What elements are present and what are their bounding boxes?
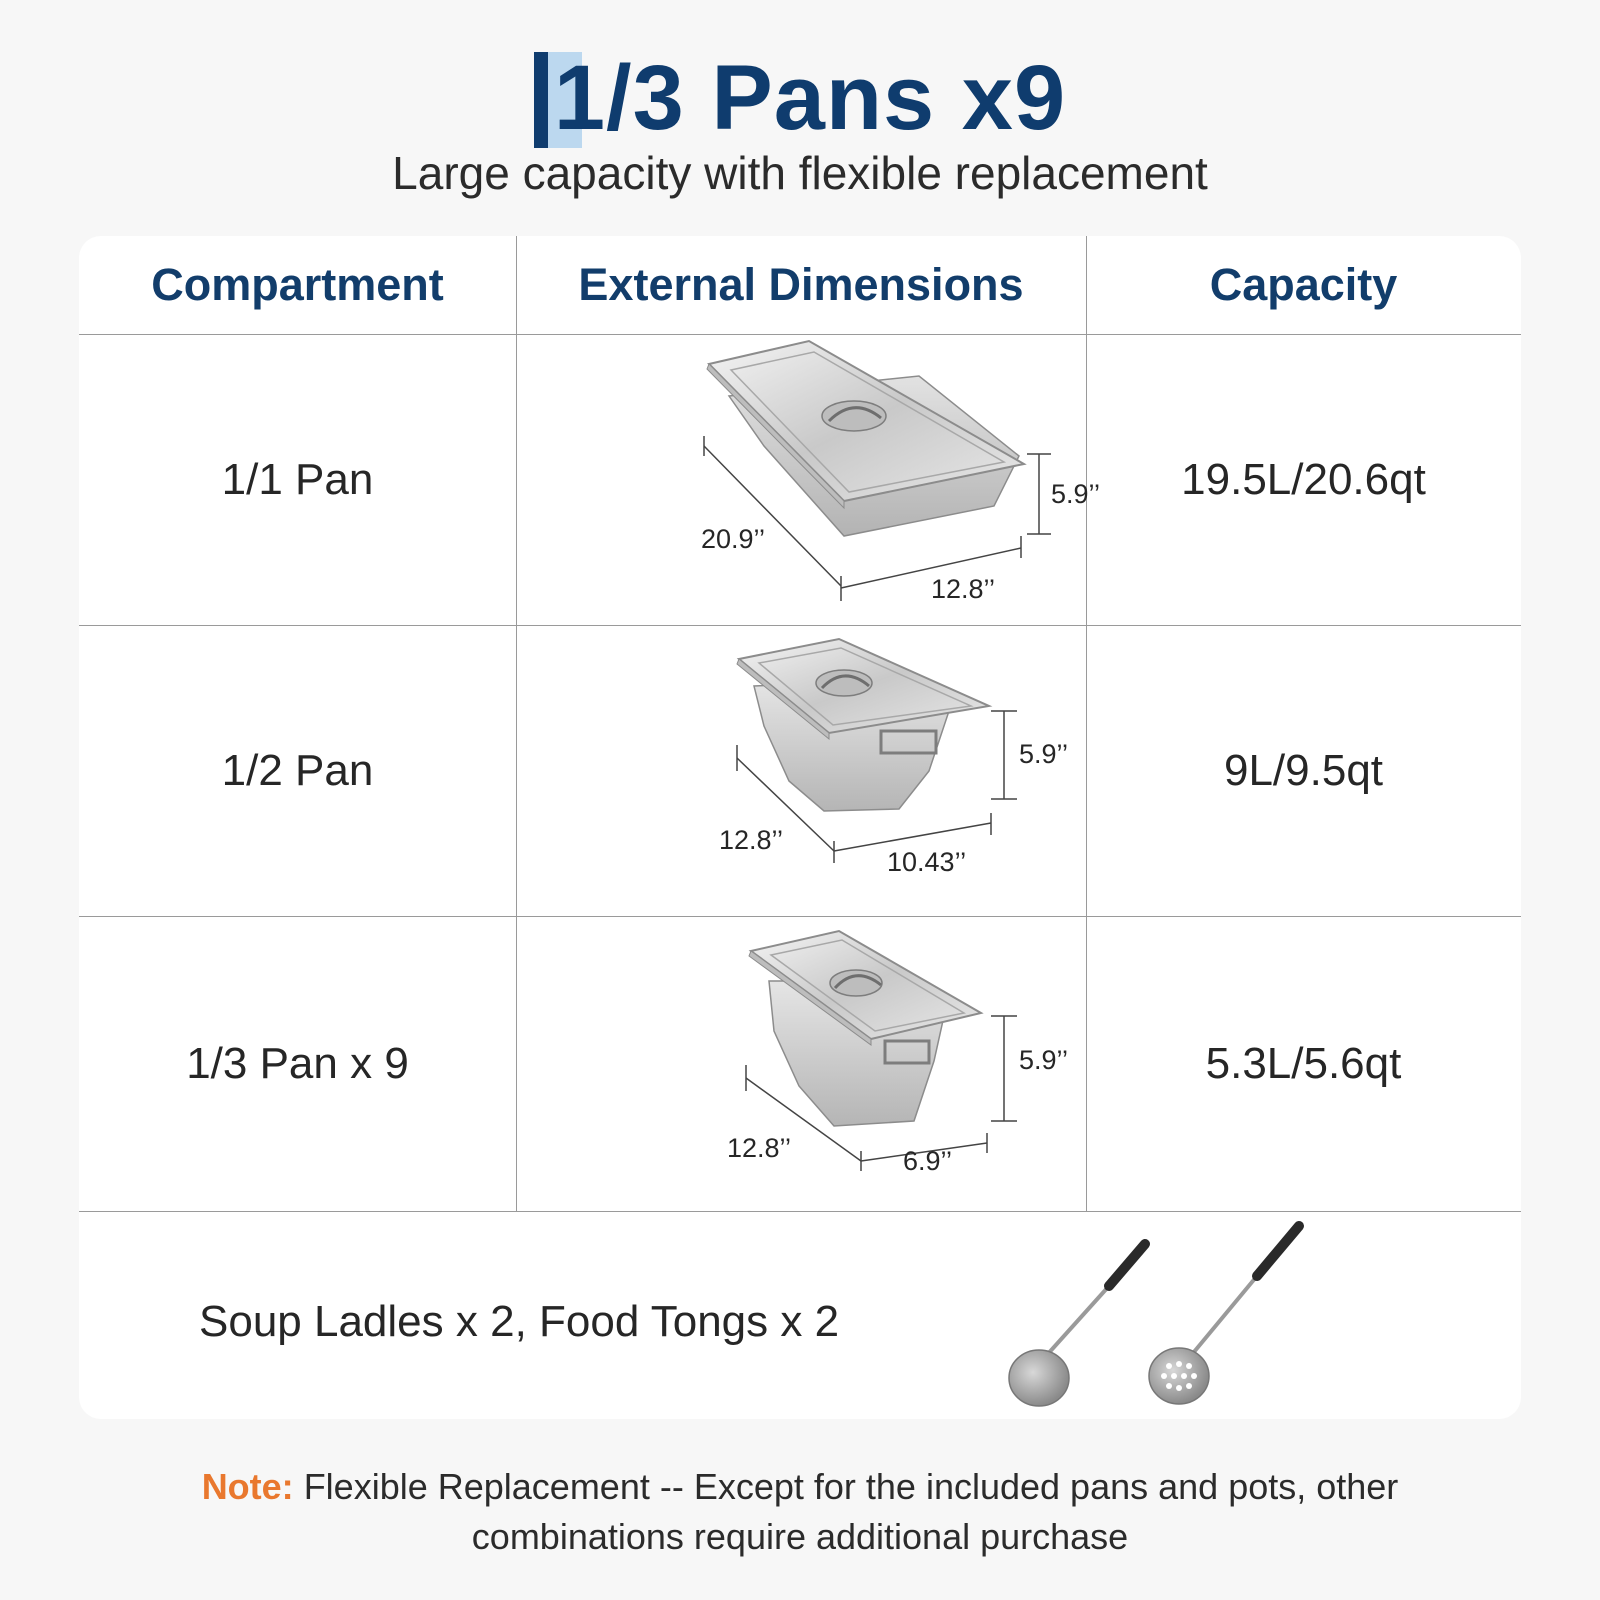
length-label: 12.8’’ [719, 825, 784, 855]
compartment-cell: 1/1 Pan [221, 454, 374, 504]
note-label: Note: [201, 1466, 294, 1507]
capacity-cell: 19.5L/20.6qt [1181, 454, 1426, 504]
row-divider [79, 1211, 1521, 1212]
compartment-cell: 1/3 Pan x 9 [186, 1038, 409, 1088]
soup-ladle-icon [1009, 1244, 1145, 1406]
compartment-cell: 1/2 Pan [221, 745, 374, 795]
capacity-cell: 5.3L/5.6qt [1205, 1038, 1402, 1088]
note-line-2: combinations require additional purchase [471, 1516, 1129, 1557]
capacity-cell: 9L/9.5qt [1223, 745, 1384, 795]
width-label: 6.9’’ [903, 1146, 953, 1176]
header-capacity: Capacity [1209, 259, 1398, 310]
header-dimensions: External Dimensions [578, 259, 1024, 310]
full-pan-image [619, 336, 1101, 621]
footnote [0, 1462, 1600, 1562]
column-divider [516, 236, 517, 1212]
length-label: 12.8’’ [727, 1133, 792, 1163]
page-title-text: 1/3 Pans x9 [553, 47, 1067, 149]
skimmer-ladle-icon [1149, 1226, 1299, 1404]
half-pan-image [649, 631, 1069, 877]
width-label: 10.43’’ [887, 847, 967, 877]
header-compartment: Compartment [151, 259, 444, 310]
ladles-image [979, 1216, 1429, 1421]
spec-table [79, 236, 1521, 1419]
height-label: 5.9’’ [1051, 479, 1101, 509]
note-line-1: Flexible Replacement -- Except for the included pans and pots, other [293, 1466, 1399, 1507]
accessories-text: Soup Ladles x 2, Food Tongs x 2 [199, 1297, 840, 1346]
width-label: 12.8’’ [931, 574, 996, 604]
page-subtitle: Large capacity with flexible replacement [392, 147, 1208, 199]
title-wrap [0, 48, 1600, 148]
height-label: 5.9’’ [1019, 1045, 1069, 1075]
third-pan-image [649, 921, 1069, 1176]
page-title [534, 48, 1066, 148]
height-label: 5.9’’ [1019, 739, 1069, 769]
length-label: 20.9’’ [701, 524, 766, 554]
